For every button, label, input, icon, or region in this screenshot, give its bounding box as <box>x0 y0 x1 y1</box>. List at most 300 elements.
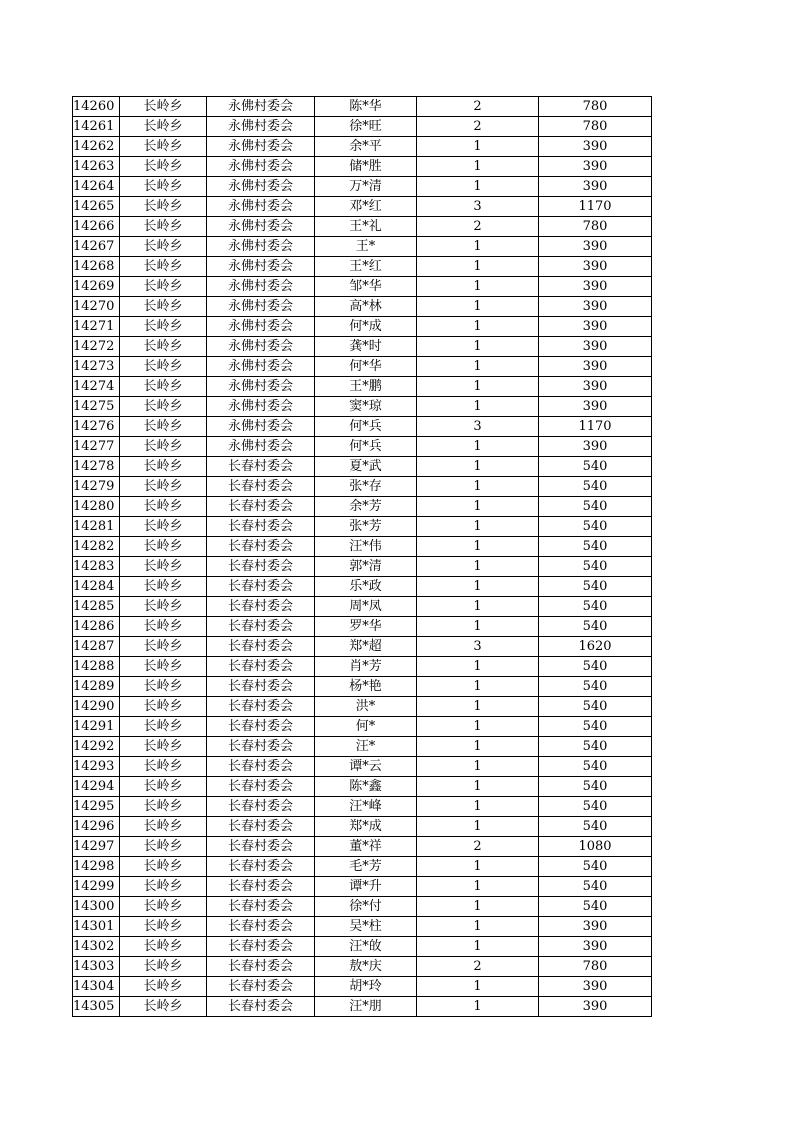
town-cell: 长岭乡 <box>120 97 207 117</box>
count-cell: 1 <box>417 177 539 197</box>
table-row <box>73 297 652 317</box>
name-cell: 王*红 <box>315 257 417 277</box>
name-cell: 何*兵 <box>315 437 417 457</box>
amount-cell: 540 <box>539 897 652 917</box>
name-cell: 龚*时 <box>315 337 417 357</box>
name-cell: 万*清 <box>315 177 417 197</box>
table-row <box>73 837 652 857</box>
row-id-cell: 14282 <box>73 537 120 557</box>
table-row <box>73 757 652 777</box>
name-cell: 何*兵 <box>315 417 417 437</box>
table-row <box>73 257 652 277</box>
town-cell: 长岭乡 <box>120 397 207 417</box>
table-row <box>73 437 652 457</box>
row-id-cell: 14289 <box>73 677 120 697</box>
count-cell: 1 <box>417 537 539 557</box>
village-cell: 长春村委会 <box>207 937 315 957</box>
amount-cell: 390 <box>539 237 652 257</box>
table-row <box>73 557 652 577</box>
row-id-cell: 14279 <box>73 477 120 497</box>
town-cell: 长岭乡 <box>120 657 207 677</box>
amount-cell: 390 <box>539 177 652 197</box>
row-id-cell: 14264 <box>73 177 120 197</box>
row-id-cell: 14303 <box>73 957 120 977</box>
town-cell: 长岭乡 <box>120 297 207 317</box>
town-cell: 长岭乡 <box>120 337 207 357</box>
village-cell: 长春村委会 <box>207 637 315 657</box>
count-cell: 1 <box>417 617 539 637</box>
amount-cell: 540 <box>539 797 652 817</box>
village-cell: 长春村委会 <box>207 537 315 557</box>
name-cell: 谭*升 <box>315 877 417 897</box>
count-cell: 1 <box>417 577 539 597</box>
town-cell: 长岭乡 <box>120 217 207 237</box>
name-cell: 汪*朋 <box>315 997 417 1017</box>
count-cell: 1 <box>417 897 539 917</box>
row-id-cell: 14266 <box>73 217 120 237</box>
town-cell: 长岭乡 <box>120 197 207 217</box>
name-cell: 余*芳 <box>315 497 417 517</box>
amount-cell: 540 <box>539 477 652 497</box>
name-cell: 陈*鑫 <box>315 777 417 797</box>
count-cell: 1 <box>417 797 539 817</box>
count-cell: 1 <box>417 697 539 717</box>
count-cell: 1 <box>417 677 539 697</box>
village-cell: 长春村委会 <box>207 897 315 917</box>
amount-cell: 390 <box>539 137 652 157</box>
table-row <box>73 797 652 817</box>
town-cell: 长岭乡 <box>120 137 207 157</box>
amount-cell: 540 <box>539 537 652 557</box>
row-id-cell: 14275 <box>73 397 120 417</box>
name-cell: 徐*付 <box>315 897 417 917</box>
count-cell: 1 <box>417 817 539 837</box>
village-cell: 长春村委会 <box>207 577 315 597</box>
name-cell: 洪* <box>315 697 417 717</box>
row-id-cell: 14285 <box>73 597 120 617</box>
row-id-cell: 14293 <box>73 757 120 777</box>
amount-cell: 540 <box>539 497 652 517</box>
name-cell: 董*祥 <box>315 837 417 857</box>
table-row <box>73 457 652 477</box>
count-cell: 1 <box>417 997 539 1017</box>
village-cell: 永佛村委会 <box>207 157 315 177</box>
row-id-cell: 14298 <box>73 857 120 877</box>
town-cell: 长岭乡 <box>120 517 207 537</box>
town-cell: 长岭乡 <box>120 477 207 497</box>
count-cell: 1 <box>417 397 539 417</box>
row-id-cell: 14291 <box>73 717 120 737</box>
amount-cell: 1170 <box>539 417 652 437</box>
table-row <box>73 237 652 257</box>
count-cell: 1 <box>417 237 539 257</box>
count-cell: 1 <box>417 937 539 957</box>
count-cell: 1 <box>417 337 539 357</box>
town-cell: 长岭乡 <box>120 857 207 877</box>
name-cell: 邓*红 <box>315 197 417 217</box>
town-cell: 长岭乡 <box>120 837 207 857</box>
name-cell: 徐*旺 <box>315 117 417 137</box>
village-cell: 长春村委会 <box>207 777 315 797</box>
count-cell: 2 <box>417 957 539 977</box>
amount-cell: 390 <box>539 917 652 937</box>
name-cell: 罗*华 <box>315 617 417 637</box>
table-row <box>73 877 652 897</box>
count-cell: 3 <box>417 417 539 437</box>
count-cell: 3 <box>417 637 539 657</box>
table-row <box>73 657 652 677</box>
amount-cell: 390 <box>539 277 652 297</box>
row-id-cell: 14301 <box>73 917 120 937</box>
name-cell: 郑*成 <box>315 817 417 837</box>
table-row <box>73 157 652 177</box>
amount-cell: 540 <box>539 517 652 537</box>
row-id-cell: 14304 <box>73 977 120 997</box>
row-id-cell: 14260 <box>73 97 120 117</box>
table-row <box>73 717 652 737</box>
count-cell: 1 <box>417 157 539 177</box>
town-cell: 长岭乡 <box>120 157 207 177</box>
village-cell: 长春村委会 <box>207 557 315 577</box>
village-cell: 永佛村委会 <box>207 317 315 337</box>
table-row <box>73 897 652 917</box>
table-row <box>73 577 652 597</box>
row-id-cell: 14278 <box>73 457 120 477</box>
count-cell: 1 <box>417 857 539 877</box>
village-cell: 长春村委会 <box>207 517 315 537</box>
table-row <box>73 857 652 877</box>
table-row <box>73 117 652 137</box>
name-cell: 郑*超 <box>315 637 417 657</box>
amount-cell: 780 <box>539 957 652 977</box>
table-row <box>73 517 652 537</box>
village-cell: 长春村委会 <box>207 917 315 937</box>
count-cell: 1 <box>417 317 539 337</box>
village-cell: 永佛村委会 <box>207 277 315 297</box>
row-id-cell: 14281 <box>73 517 120 537</box>
amount-cell: 540 <box>539 737 652 757</box>
name-cell: 王* <box>315 237 417 257</box>
amount-cell: 390 <box>539 297 652 317</box>
name-cell: 汪*敀 <box>315 937 417 957</box>
town-cell: 长岭乡 <box>120 497 207 517</box>
amount-cell: 390 <box>539 937 652 957</box>
row-id-cell: 14274 <box>73 377 120 397</box>
village-cell: 永佛村委会 <box>207 117 315 137</box>
amount-cell: 390 <box>539 377 652 397</box>
town-cell: 长岭乡 <box>120 897 207 917</box>
amount-cell: 540 <box>539 597 652 617</box>
name-cell: 夏*武 <box>315 457 417 477</box>
count-cell: 1 <box>417 437 539 457</box>
town-cell: 长岭乡 <box>120 977 207 997</box>
row-id-cell: 14268 <box>73 257 120 277</box>
village-cell: 永佛村委会 <box>207 377 315 397</box>
count-cell: 1 <box>417 757 539 777</box>
name-cell: 吴*柱 <box>315 917 417 937</box>
village-cell: 长春村委会 <box>207 697 315 717</box>
count-cell: 1 <box>417 917 539 937</box>
town-cell: 长岭乡 <box>120 957 207 977</box>
row-id-cell: 14267 <box>73 237 120 257</box>
table-row <box>73 737 652 757</box>
town-cell: 长岭乡 <box>120 437 207 457</box>
village-cell: 长春村委会 <box>207 617 315 637</box>
village-cell: 长春村委会 <box>207 837 315 857</box>
village-cell: 长春村委会 <box>207 797 315 817</box>
table-row <box>73 217 652 237</box>
town-cell: 长岭乡 <box>120 777 207 797</box>
row-id-cell: 14271 <box>73 317 120 337</box>
count-cell: 2 <box>417 117 539 137</box>
amount-cell: 540 <box>539 557 652 577</box>
town-cell: 长岭乡 <box>120 277 207 297</box>
village-cell: 永佛村委会 <box>207 337 315 357</box>
count-cell: 1 <box>417 477 539 497</box>
town-cell: 长岭乡 <box>120 817 207 837</box>
table-row <box>73 597 652 617</box>
amount-cell: 1170 <box>539 197 652 217</box>
row-id-cell: 14287 <box>73 637 120 657</box>
table-row <box>73 677 652 697</box>
table-row <box>73 997 652 1017</box>
village-cell: 永佛村委会 <box>207 177 315 197</box>
table-row <box>73 97 652 117</box>
table-row <box>73 477 652 497</box>
name-cell: 汪*峰 <box>315 797 417 817</box>
table-row <box>73 937 652 957</box>
amount-cell: 540 <box>539 617 652 637</box>
table-row <box>73 397 652 417</box>
name-cell: 毛*芳 <box>315 857 417 877</box>
count-cell: 1 <box>417 377 539 397</box>
amount-cell: 540 <box>539 657 652 677</box>
table-row <box>73 917 652 937</box>
amount-cell: 540 <box>539 457 652 477</box>
row-id-cell: 14273 <box>73 357 120 377</box>
count-cell: 1 <box>417 517 539 537</box>
village-cell: 长春村委会 <box>207 457 315 477</box>
row-id-cell: 14261 <box>73 117 120 137</box>
village-cell: 长春村委会 <box>207 477 315 497</box>
name-cell: 陈*华 <box>315 97 417 117</box>
row-id-cell: 14270 <box>73 297 120 317</box>
village-cell: 长春村委会 <box>207 717 315 737</box>
row-id-cell: 14292 <box>73 737 120 757</box>
amount-cell: 390 <box>539 997 652 1017</box>
table-row <box>73 777 652 797</box>
row-id-cell: 14295 <box>73 797 120 817</box>
table-row <box>73 417 652 437</box>
town-cell: 长岭乡 <box>120 577 207 597</box>
table-row <box>73 197 652 217</box>
table-row <box>73 177 652 197</box>
count-cell: 1 <box>417 597 539 617</box>
amount-cell: 390 <box>539 397 652 417</box>
town-cell: 长岭乡 <box>120 737 207 757</box>
name-cell: 何* <box>315 717 417 737</box>
town-cell: 长岭乡 <box>120 537 207 557</box>
name-cell: 谭*云 <box>315 757 417 777</box>
roster-body <box>73 97 652 1017</box>
amount-cell: 390 <box>539 257 652 277</box>
name-cell: 敖*庆 <box>315 957 417 977</box>
village-cell: 长春村委会 <box>207 737 315 757</box>
table-row <box>73 377 652 397</box>
name-cell: 汪*伟 <box>315 537 417 557</box>
name-cell: 余*平 <box>315 137 417 157</box>
town-cell: 长岭乡 <box>120 697 207 717</box>
town-cell: 长岭乡 <box>120 877 207 897</box>
village-cell: 永佛村委会 <box>207 297 315 317</box>
table-row <box>73 697 652 717</box>
town-cell: 长岭乡 <box>120 917 207 937</box>
village-cell: 永佛村委会 <box>207 137 315 157</box>
name-cell: 张*芳 <box>315 517 417 537</box>
count-cell: 1 <box>417 737 539 757</box>
row-id-cell: 14299 <box>73 877 120 897</box>
name-cell: 王*鹏 <box>315 377 417 397</box>
amount-cell: 540 <box>539 677 652 697</box>
village-cell: 永佛村委会 <box>207 437 315 457</box>
amount-cell: 540 <box>539 757 652 777</box>
table-row <box>73 637 652 657</box>
amount-cell: 780 <box>539 217 652 237</box>
count-cell: 2 <box>417 837 539 857</box>
town-cell: 长岭乡 <box>120 457 207 477</box>
village-cell: 永佛村委会 <box>207 417 315 437</box>
amount-cell: 1080 <box>539 837 652 857</box>
count-cell: 1 <box>417 277 539 297</box>
table-row <box>73 137 652 157</box>
count-cell: 1 <box>417 297 539 317</box>
name-cell: 张*存 <box>315 477 417 497</box>
town-cell: 长岭乡 <box>120 617 207 637</box>
town-cell: 长岭乡 <box>120 637 207 657</box>
village-cell: 长春村委会 <box>207 977 315 997</box>
amount-cell: 540 <box>539 717 652 737</box>
count-cell: 2 <box>417 97 539 117</box>
name-cell: 胡*玲 <box>315 977 417 997</box>
village-cell: 永佛村委会 <box>207 257 315 277</box>
name-cell: 肖*芳 <box>315 657 417 677</box>
town-cell: 长岭乡 <box>120 797 207 817</box>
town-cell: 长岭乡 <box>120 357 207 377</box>
town-cell: 长岭乡 <box>120 717 207 737</box>
village-cell: 长春村委会 <box>207 857 315 877</box>
village-cell: 永佛村委会 <box>207 397 315 417</box>
count-cell: 2 <box>417 217 539 237</box>
name-cell: 窦*琼 <box>315 397 417 417</box>
amount-cell: 780 <box>539 117 652 137</box>
row-id-cell: 14263 <box>73 157 120 177</box>
village-cell: 永佛村委会 <box>207 237 315 257</box>
row-id-cell: 14290 <box>73 697 120 717</box>
amount-cell: 390 <box>539 437 652 457</box>
table-row <box>73 617 652 637</box>
town-cell: 长岭乡 <box>120 237 207 257</box>
count-cell: 1 <box>417 457 539 477</box>
name-cell: 何*成 <box>315 317 417 337</box>
amount-cell: 540 <box>539 877 652 897</box>
amount-cell: 390 <box>539 337 652 357</box>
town-cell: 长岭乡 <box>120 997 207 1017</box>
count-cell: 1 <box>417 357 539 377</box>
town-cell: 长岭乡 <box>120 677 207 697</box>
row-id-cell: 14305 <box>73 997 120 1017</box>
count-cell: 1 <box>417 877 539 897</box>
amount-cell: 540 <box>539 577 652 597</box>
town-cell: 长岭乡 <box>120 177 207 197</box>
count-cell: 1 <box>417 717 539 737</box>
amount-cell: 780 <box>539 97 652 117</box>
table-row <box>73 317 652 337</box>
village-cell: 永佛村委会 <box>207 217 315 237</box>
village-cell: 长春村委会 <box>207 957 315 977</box>
town-cell: 长岭乡 <box>120 257 207 277</box>
name-cell: 高*林 <box>315 297 417 317</box>
count-cell: 1 <box>417 977 539 997</box>
row-id-cell: 14265 <box>73 197 120 217</box>
town-cell: 长岭乡 <box>120 557 207 577</box>
count-cell: 1 <box>417 777 539 797</box>
table-row <box>73 277 652 297</box>
amount-cell: 390 <box>539 357 652 377</box>
town-cell: 长岭乡 <box>120 597 207 617</box>
row-id-cell: 14276 <box>73 417 120 437</box>
village-cell: 长春村委会 <box>207 497 315 517</box>
table-row <box>73 357 652 377</box>
name-cell: 何*华 <box>315 357 417 377</box>
amount-cell: 390 <box>539 317 652 337</box>
village-cell: 长春村委会 <box>207 757 315 777</box>
amount-cell: 390 <box>539 977 652 997</box>
village-cell: 长春村委会 <box>207 677 315 697</box>
row-id-cell: 14277 <box>73 437 120 457</box>
row-id-cell: 14286 <box>73 617 120 637</box>
town-cell: 长岭乡 <box>120 317 207 337</box>
town-cell: 长岭乡 <box>120 417 207 437</box>
village-cell: 永佛村委会 <box>207 197 315 217</box>
row-id-cell: 14302 <box>73 937 120 957</box>
name-cell: 邹*华 <box>315 277 417 297</box>
count-cell: 1 <box>417 137 539 157</box>
town-cell: 长岭乡 <box>120 377 207 397</box>
village-cell: 永佛村委会 <box>207 97 315 117</box>
row-id-cell: 14272 <box>73 337 120 357</box>
village-cell: 长春村委会 <box>207 657 315 677</box>
row-id-cell: 14288 <box>73 657 120 677</box>
town-cell: 长岭乡 <box>120 757 207 777</box>
amount-cell: 540 <box>539 857 652 877</box>
village-cell: 长春村委会 <box>207 817 315 837</box>
village-cell: 长春村委会 <box>207 997 315 1017</box>
table-row <box>73 497 652 517</box>
amount-cell: 390 <box>539 157 652 177</box>
row-id-cell: 14269 <box>73 277 120 297</box>
amount-cell: 540 <box>539 697 652 717</box>
row-id-cell: 14294 <box>73 777 120 797</box>
count-cell: 1 <box>417 657 539 677</box>
roster-table <box>72 96 652 1017</box>
table-row <box>73 977 652 997</box>
amount-cell: 540 <box>539 817 652 837</box>
table-row <box>73 957 652 977</box>
count-cell: 1 <box>417 497 539 517</box>
count-cell: 1 <box>417 257 539 277</box>
row-id-cell: 14280 <box>73 497 120 517</box>
amount-cell: 540 <box>539 777 652 797</box>
